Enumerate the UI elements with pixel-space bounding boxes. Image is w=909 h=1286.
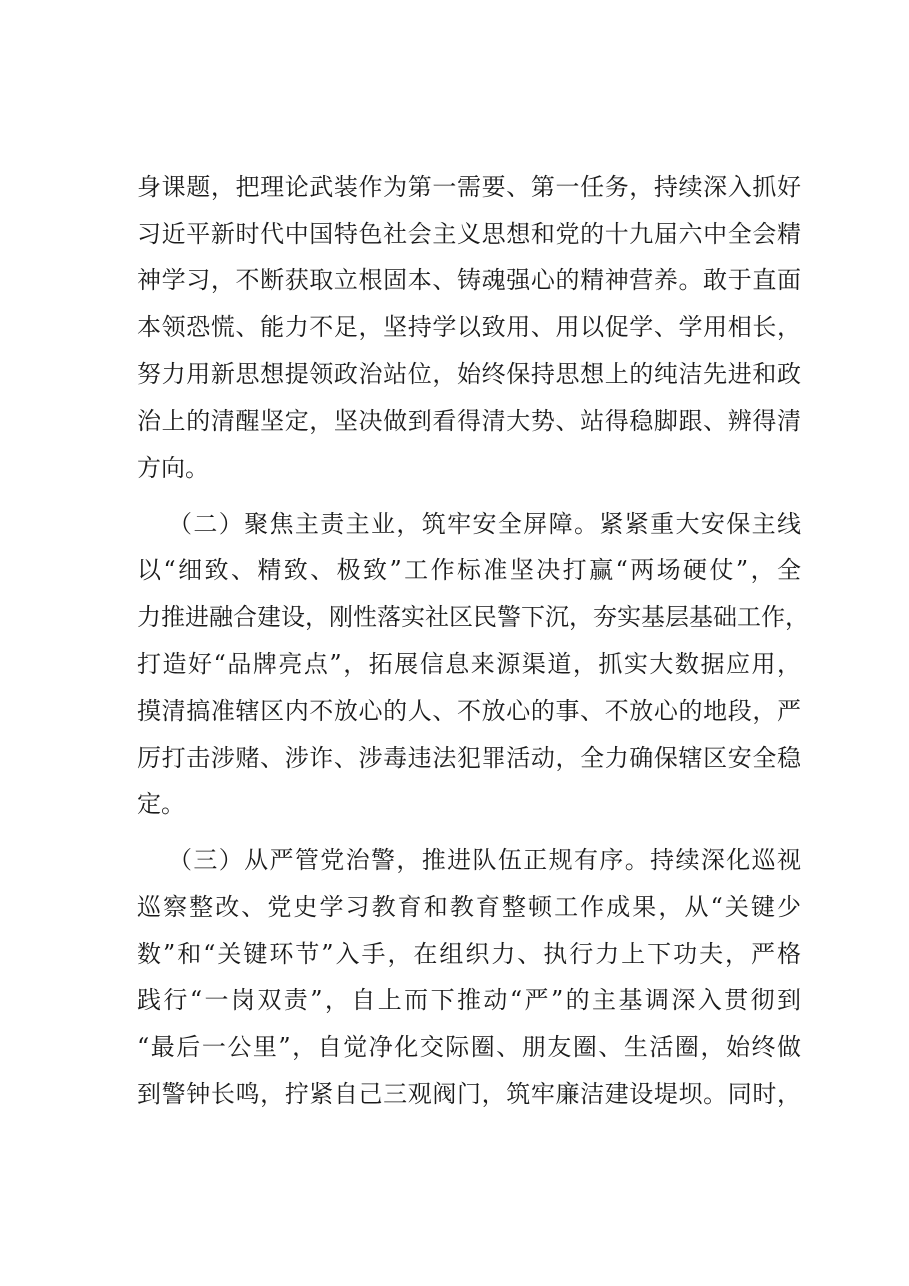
text-line: 厉打击涉赌、涉诈、涉毒违法犯罪活动，全力确保辖区安全稳 (137, 744, 801, 772)
text-line: 习近平新时代中国特色社会主义思想和党的十九届六中全会精 (137, 220, 801, 248)
text-line: 力推进融合建设，刚性落实社区民警下沉，夯实基层基础工作， (137, 603, 809, 631)
text-line: 定。 (137, 790, 185, 818)
text-line: 践行“一岗双责”，自上而下推动“严”的主基调深入贯彻到 (137, 986, 801, 1014)
text-line: 到警钟长鸣，拧紧自己三观阀门，筑牢廉洁建设堤坝。同时， (137, 1080, 801, 1108)
text-line: 以“细致、精致、极致”工作标准坚决打赢“两场硬仗”，全 (137, 556, 801, 584)
text-line: 努力用新思想提领政治站位，始终保持思想上的纯洁先进和政 (137, 360, 801, 388)
text-line: 方向。 (137, 454, 209, 482)
text-line: 数”和“关键环节”入手，在组织力、执行力上下功夫，严格 (137, 940, 801, 968)
text-line: 摸清搞准辖区内不放心的人、不放心的事、不放心的地段，严 (137, 697, 801, 725)
text-line: 本领恐慌、能力不足，坚持学以致用、用以促学、学用相长， (137, 313, 801, 341)
text-line: 打造好“品牌亮点”，拓展信息来源渠道，抓实大数据应用， (137, 650, 801, 678)
text-line: 神学习，不断获取立根固本、铸魂强心的精神营养。敢于直面 (137, 266, 801, 294)
text-line: 巡察整改、党史学习教育和教育整顿工作成果，从“关键少 (137, 893, 801, 921)
text-line: “最后一公里”，自觉净化交际圈、朋友圈、生活圈，始终做 (137, 1033, 801, 1061)
text-line: 身课题，把理论武装作为第一需要、第一任务，持续深入抓好 (137, 173, 801, 201)
text-line: 治上的清醒坚定，坚决做到看得清大势、站得稳脚跟、辨得清 (137, 407, 801, 435)
text-line: （二）聚焦主责主业，筑牢安全屏障。紧紧重大安保主线 (168, 510, 801, 538)
text-line: （三）从严管党治警，推进队伍正规有序。持续深化巡视 (168, 846, 801, 874)
